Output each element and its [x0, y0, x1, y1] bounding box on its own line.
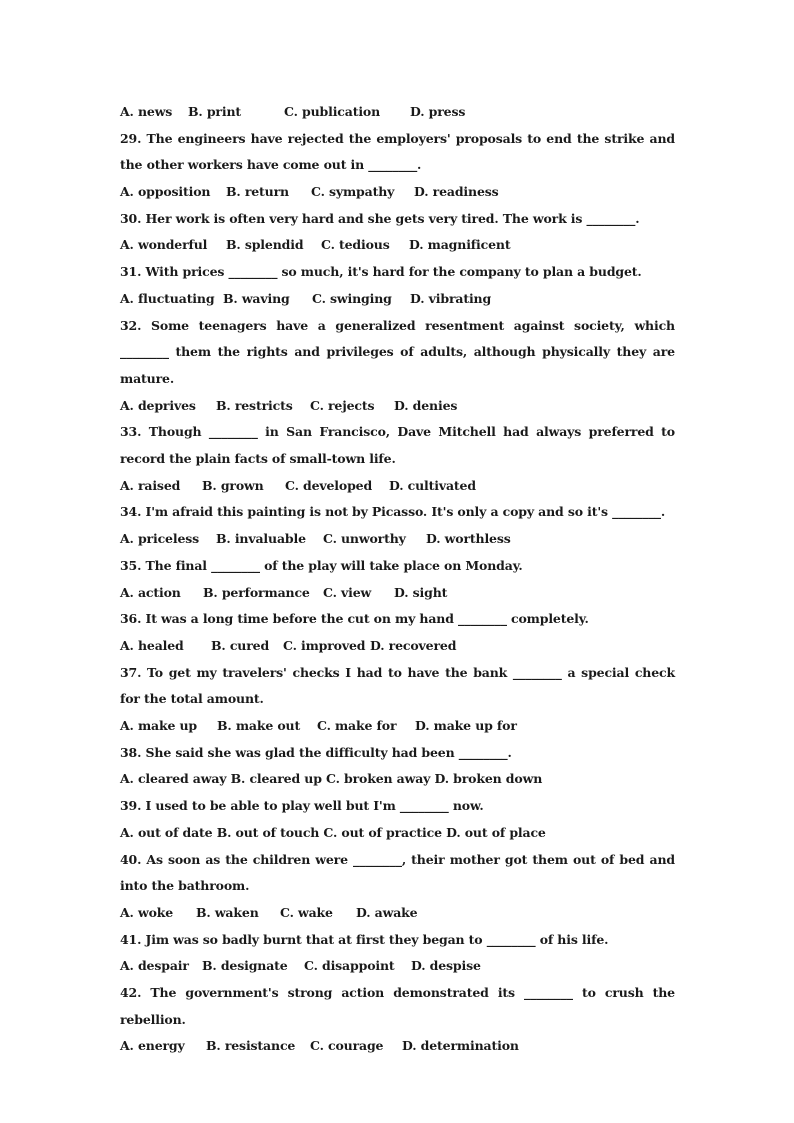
- answer-option: C. make for: [317, 718, 397, 734]
- question-text: 41. Jim was so badly burnt that at first they began to ________ of his life.: [120, 931, 609, 947]
- answer-option: D. make up for: [415, 718, 517, 734]
- answer-option: A. deprives: [120, 397, 196, 413]
- answer-options: [120, 953, 675, 980]
- answer-option: B. resistance: [206, 1038, 296, 1054]
- answer-option: A. action: [120, 584, 181, 600]
- question-text: 35. The final ________ of the play will take place on Monday.: [120, 557, 523, 573]
- answer-option: D. worthless: [426, 531, 511, 547]
- answer-options: [120, 179, 675, 206]
- answer-option: B. return: [226, 184, 289, 200]
- question-text: 32. Some teenagers have a generalized resentment against society, which ________ them the rights and privileges of adults, although physically they are mature.: [120, 317, 675, 386]
- answer-options-line: A. cleared away B. cleared up C. broken away D. broken down: [120, 771, 543, 787]
- answer-option: B. invaluable: [216, 531, 306, 547]
- answer-options: [120, 633, 675, 660]
- answer-option: C. rejects: [310, 397, 375, 413]
- answer-option: D. determination: [402, 1038, 519, 1054]
- question-text: 31. With prices ________ so much, it's hard for the company to plan a budget.: [120, 264, 642, 280]
- answer-options: [120, 232, 675, 259]
- answer-option: B. cured: [211, 637, 270, 653]
- question-text: 40. As soon as the children were ________, their mother got them out of bed and into the bathroom.: [120, 851, 675, 894]
- answer-options: [120, 393, 675, 420]
- answer-option: C. publication: [284, 104, 381, 119]
- answer-option: C. view: [323, 584, 372, 600]
- answer-option: A. healed: [120, 637, 184, 653]
- answer-option: D. awake: [356, 904, 418, 920]
- answer-option: A. fluctuating: [120, 290, 215, 306]
- answer-option: C. improved: [283, 637, 366, 653]
- answer-option: B. waving: [223, 290, 290, 306]
- question-text: 39. I used to be able to play well but I'm ________ now.: [120, 798, 484, 814]
- question-text: 38. She said she was glad the difficulty had been ________.: [120, 744, 512, 760]
- question-text: 34. I'm afraid this painting is not by Picasso. It's only a copy and so it's ________.: [120, 504, 666, 520]
- answer-options: [120, 713, 675, 740]
- answer-option: D. denies: [394, 397, 458, 413]
- answer-option: A. priceless: [120, 531, 200, 547]
- answer-options: [120, 580, 675, 607]
- answer-option: B. splendid: [226, 237, 304, 253]
- answer-option: A. news: [120, 104, 173, 119]
- question-text: 37. To get my travelers' checks I had to have the bank ________ a special check for the total amount.: [120, 664, 675, 707]
- question-text: 42. The government's strong action demonstrated its ________ to crush the rebellion.: [120, 984, 675, 1027]
- answer-options-line: A. out of date B. out of touch C. out of practice D. out of place: [120, 824, 546, 840]
- answer-option: D. press: [410, 104, 466, 119]
- answer-option: A. woke: [120, 904, 174, 920]
- answer-option: A. wonderful: [120, 237, 208, 253]
- answer-option: D. vibrating: [410, 290, 492, 306]
- answer-options: [120, 99, 675, 126]
- answer-options: [120, 1033, 675, 1060]
- answer-options: [120, 526, 675, 553]
- answer-option: B. designate: [202, 958, 288, 974]
- answer-option: B. performance: [203, 584, 310, 600]
- answer-option: C. wake: [280, 904, 333, 920]
- answer-option: D. readiness: [414, 184, 499, 200]
- answer-option: B. make out: [217, 718, 301, 734]
- answer-option: C. disappoint: [304, 958, 395, 974]
- answer-option: A. despair: [120, 958, 189, 974]
- answer-option: C. developed: [285, 477, 373, 493]
- question-text: 33. Though ________ in San Francisco, Dave Mitchell had always preferred to record the plain facts of small-town life.: [120, 424, 675, 467]
- answer-option: A. raised: [120, 477, 181, 493]
- answer-option: C. unworthy: [323, 531, 406, 547]
- answer-option: D. cultivated: [389, 477, 476, 493]
- answer-option: C. tedious: [321, 237, 390, 253]
- answer-option: A. opposition: [120, 184, 211, 200]
- answer-option: B. restricts: [216, 397, 293, 413]
- answer-option: B. print: [188, 104, 242, 119]
- question-text: 29. The engineers have rejected the employers' proposals to end the strike and the other workers have come out in ________.: [120, 130, 675, 173]
- answer-option: C. swinging: [312, 290, 392, 306]
- exercise-page: [120, 99, 675, 1060]
- question-text: 36. It was a long time before the cut on my hand ________ completely.: [120, 611, 589, 627]
- answer-option: D. recovered: [370, 637, 457, 653]
- answer-options: [120, 473, 675, 500]
- answer-option: B. grown: [202, 477, 264, 493]
- answer-option: D. sight: [394, 584, 448, 600]
- question-text: 30. Her work is often very hard and she gets very tired. The work is ________.: [120, 210, 640, 226]
- answer-option: D. magnificent: [409, 237, 511, 253]
- answer-option: C. sympathy: [311, 184, 395, 200]
- answer-option: C. courage: [310, 1038, 384, 1054]
- answer-option: A. make up: [120, 718, 198, 734]
- answer-option: D. despise: [411, 958, 481, 974]
- answer-options: [120, 286, 675, 313]
- answer-options: [120, 900, 675, 927]
- answer-option: B. waken: [196, 904, 259, 920]
- answer-option: A. energy: [120, 1038, 185, 1054]
